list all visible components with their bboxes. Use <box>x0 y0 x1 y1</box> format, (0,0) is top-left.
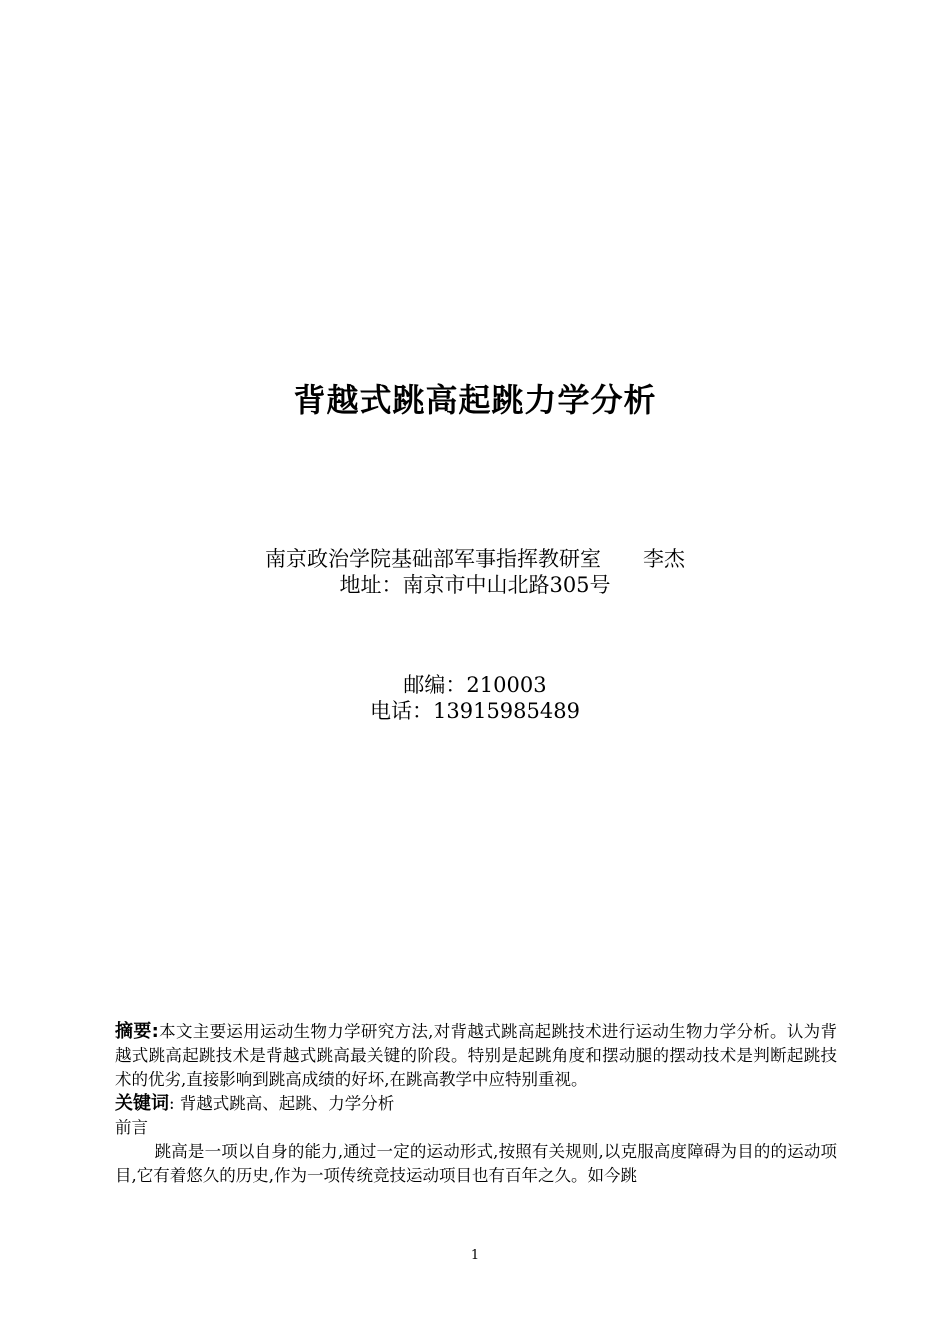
phone-number: 电话：13915985489 <box>370 699 580 723</box>
keywords-label: 关键词 <box>115 1093 169 1114</box>
keywords-text: : 背越式跳高、起跳、力学分析 <box>169 1094 395 1113</box>
preface-heading: 前言 <box>115 1118 148 1137</box>
document-body <box>115 1020 837 1188</box>
abstract-text: 本文主要运用运动生物力学研究方法,对背越式跳高起跳技术进行运动生物力学分析。认为背越式跳高起跳技术是背越式跳高最关键的阶段。特别是起跳角度和摆动腿的摆动技术是判断起跳技术的优劣,直接影响到跳高成绩的好坏,在跳高教学中应特别重视。 <box>115 1022 837 1089</box>
author-affiliation-line <box>0 545 950 573</box>
abstract <box>115 1020 837 1092</box>
address: 地址：南京市中山北路305号 <box>339 573 611 597</box>
author-name: 李杰 <box>643 547 685 571</box>
page-number: 1 <box>470 1248 480 1263</box>
keywords <box>115 1092 837 1116</box>
document-title: 背越式跳高起跳力学分析 <box>293 381 657 419</box>
abstract-label: 摘要: <box>115 1021 159 1042</box>
postcode: 邮编：210003 <box>403 673 547 697</box>
affiliation: 南京政治学院基础部军事指挥教研室 <box>265 547 601 571</box>
preface-paragraph: 跳高是一项以自身的能力,通过一定的运动形式,按照有关规则,以克服高度障碍为目的的运动项目,它有着悠久的历史,作为一项传统竞技运动项目也有百年之久。如今跳 <box>115 1142 837 1185</box>
